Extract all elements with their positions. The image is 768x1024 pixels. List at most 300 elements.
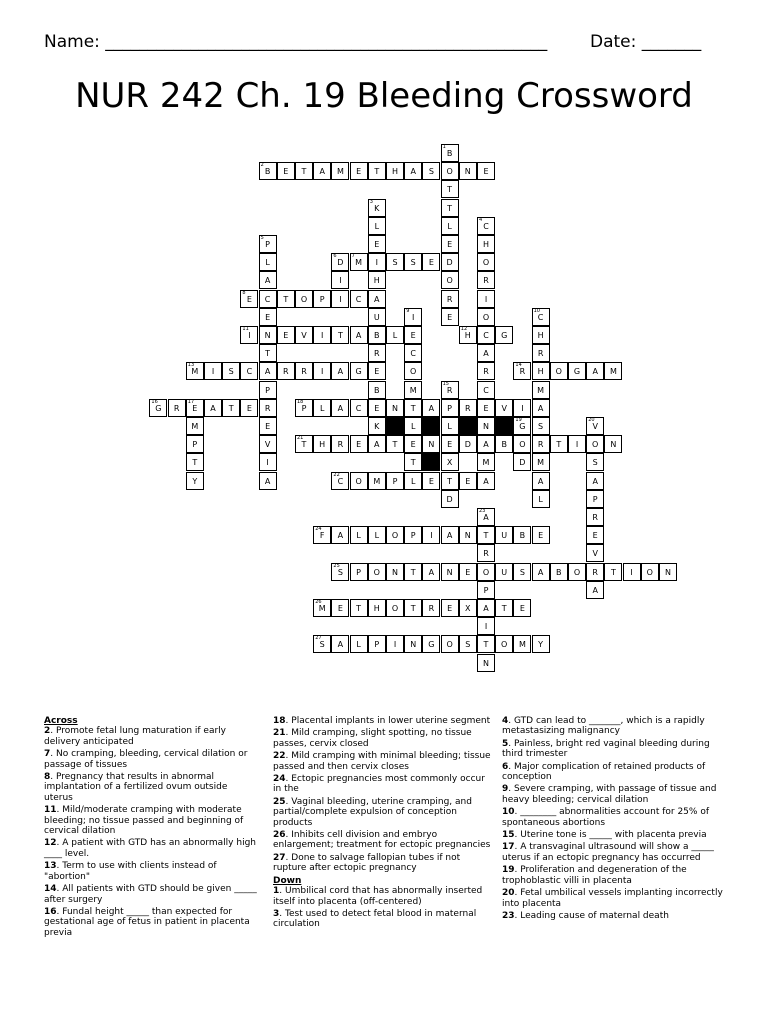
crossword-cell[interactable] [331,326,349,344]
crossword-cell[interactable] [477,508,495,526]
crossword-cell[interactable] [532,417,550,435]
crossword-cell[interactable] [422,435,440,453]
crossword-cell[interactable] [331,271,349,289]
crossword-cell[interactable] [659,563,677,581]
crossword-cell[interactable] [259,399,277,417]
cell-letter: A [319,167,325,177]
crossword-cell[interactable] [277,290,295,308]
crossword-cell[interactable] [368,253,386,271]
crossword-cell[interactable] [513,399,531,417]
crossword-cell[interactable] [404,162,422,180]
cell-letter: T [374,167,380,177]
crossword-cell[interactable] [477,526,495,544]
crossword-cell[interactable] [240,362,258,380]
cell-letter: N [483,422,489,431]
crossword-cell[interactable] [386,326,404,344]
crossword-cell[interactable] [477,326,495,344]
crossword-cell[interactable] [259,381,277,399]
crossword-cell[interactable] [459,599,477,617]
crossword-cell[interactable] [404,526,422,544]
crossword-cell[interactable] [368,599,386,617]
crossword-cell[interactable] [532,326,550,344]
crossword-cell[interactable] [386,526,404,544]
cell-letter: E [538,531,544,541]
clue-num: 18 [273,716,286,726]
clue-num: 9 [502,784,509,795]
crossword-cell[interactable] [513,526,531,544]
cell-letter: M [537,385,545,395]
cell-letter: T [192,458,198,468]
crossword-cell[interactable] [422,399,440,417]
cell-letter: P [265,240,270,249]
crossword-cell[interactable] [331,362,349,380]
crossword-cell[interactable] [404,253,422,271]
crossword-cell[interactable] [331,563,349,581]
clue-column-3 [502,716,727,923]
cell-letter: P [265,385,270,395]
crossword-cell[interactable] [350,290,368,308]
crossword-cell[interactable] [604,435,622,453]
crossword-cell[interactable] [441,308,459,326]
clue-number: 7 [351,253,355,260]
crossword-cell[interactable] [240,326,258,344]
crossword-cell[interactable] [441,162,459,180]
crossword-cell[interactable] [240,290,258,308]
crossword-cell[interactable] [586,472,604,490]
crossword-cell[interactable] [295,290,313,308]
crossword-cell[interactable] [477,217,495,235]
crossword-cell[interactable] [295,435,313,453]
crossword-cell[interactable] [422,472,440,490]
crossword-cell[interactable] [568,362,586,380]
crossword-cell[interactable] [586,417,604,435]
cell-letter: A [337,531,344,541]
clue-num: 3 [273,908,280,919]
clue-item: 23. Leading cause of maternal death [502,910,669,921]
cell-letter: L [356,640,361,650]
crossword-cell[interactable] [550,435,568,453]
crossword-cell[interactable] [459,472,477,490]
crossword-cell[interactable] [586,508,604,526]
crossword-cell[interactable] [568,563,586,581]
clue-item: 8. Pregnancy that results in abnormal implantation of a fertilized ovum outside uterus [44,772,228,803]
crossword-cell[interactable] [441,180,459,198]
crossword-cell[interactable] [513,435,531,453]
crossword-cell[interactable] [532,435,550,453]
crossword-cell[interactable] [313,435,331,453]
crossword-cell[interactable] [495,526,513,544]
crossword-cell[interactable] [459,635,477,653]
clue-num: 21 [273,728,286,739]
crossword-cell[interactable] [641,563,659,581]
cell-letter: O [391,531,399,541]
crossword-cell[interactable] [168,399,186,417]
crossword-cell[interactable] [604,362,622,380]
crossword-cell[interactable] [404,435,422,453]
crossword-cell[interactable] [404,599,422,617]
crossword-cell[interactable] [477,617,495,635]
crossword-cell[interactable] [623,563,641,581]
clue-item: 10. ________ abnormalities account for 25% of spontaneous abortions [502,807,709,828]
crossword-cell[interactable] [331,290,349,308]
crossword-cell[interactable] [350,526,368,544]
crossword-cell[interactable] [532,344,550,362]
crossword-cell[interactable] [368,235,386,253]
cell-letter: A [483,604,489,613]
crossword-cell[interactable] [441,271,459,289]
crossword-cell[interactable] [532,362,550,380]
crossword-cell[interactable] [222,362,240,380]
crossword-cell[interactable] [404,472,422,490]
crossword-cell[interactable] [477,399,495,417]
crossword-cell[interactable] [386,635,404,653]
crossword-cell[interactable] [441,290,459,308]
crossword-cell[interactable] [477,563,495,581]
crossword-cell[interactable] [532,563,550,581]
crossword-cell[interactable] [586,526,604,544]
crossword-cell[interactable] [368,271,386,289]
crossword-cell[interactable] [386,563,404,581]
crossword-cell[interactable] [477,635,495,653]
clue-number: 19 [515,417,522,423]
crossword-cell[interactable] [477,290,495,308]
crossword-cell[interactable] [477,344,495,362]
crossword-cell[interactable] [350,162,368,180]
crossword-cell[interactable] [350,472,368,490]
clue-num: 7 [44,749,51,760]
crossword-cell[interactable] [422,162,440,180]
crossword-cell[interactable] [441,526,459,544]
crossword-cell[interactable] [368,526,386,544]
crossword-cell[interactable] [368,344,386,362]
crossword-cell[interactable] [259,453,277,471]
crossword-cell[interactable] [441,235,459,253]
crossword-cell[interactable] [513,563,531,581]
cell-letter: E [374,403,380,413]
crossword-cell[interactable] [313,362,331,380]
black-square [459,417,477,435]
crossword-cell[interactable] [295,326,313,344]
crossword-cell[interactable] [441,381,459,399]
cell-letter: I [430,531,433,541]
crossword-cell[interactable] [459,563,477,581]
clue-text: Mild/moderate cramping with moderate bleeding; no tissue passed and beginning of cervical dilation [44,805,244,837]
crossword-cell[interactable] [149,399,167,417]
crossword-cell[interactable] [204,362,222,380]
crossword-cell[interactable] [368,381,386,399]
crossword-cell[interactable] [331,635,349,653]
crossword-cell[interactable] [350,599,368,617]
crossword-cell[interactable] [441,490,459,508]
crossword-cell[interactable] [532,490,550,508]
crossword-cell[interactable] [259,435,277,453]
crossword-cell[interactable] [295,162,313,180]
cell-letter: K [374,422,380,431]
crossword-cell[interactable] [532,381,550,399]
crossword-cell[interactable] [477,381,495,399]
clue-number: 13 [187,362,195,369]
crossword-cell[interactable] [186,435,204,453]
crossword-cell[interactable] [313,635,331,653]
cell-letter: I [211,367,215,377]
crossword-cell[interactable] [259,290,277,308]
crossword-cell[interactable] [477,162,495,180]
cell-letter: O [391,604,399,613]
crossword-cell[interactable] [295,399,313,417]
crossword-cell[interactable] [186,362,204,380]
crossword-cell[interactable] [477,362,495,380]
crossword-cell[interactable] [259,253,277,271]
cell-letter: N [410,640,417,650]
crossword-cell[interactable] [368,635,386,653]
crossword-cell[interactable] [331,435,349,453]
crossword-cell[interactable] [350,399,368,417]
crossword-cell[interactable] [295,362,313,380]
cell-letter: L [374,531,380,541]
crossword-cell[interactable] [441,472,459,490]
crossword-cell[interactable] [331,253,349,271]
crossword-cell[interactable] [441,635,459,653]
crossword-cell[interactable] [441,453,459,471]
crossword-cell[interactable] [277,162,295,180]
crossword-cell[interactable] [259,271,277,289]
crossword-cell[interactable] [313,162,331,180]
clue-item: 17. A transvaginal ultrasound will show a _____ uterus if an ectopic pregnancy has occurred [502,842,714,863]
crossword-cell[interactable] [477,235,495,253]
crossword-cell[interactable] [259,344,277,362]
cell-letter: H [319,440,326,450]
crossword-cell[interactable] [477,253,495,271]
crossword-cell[interactable] [441,144,459,162]
crossword-cell[interactable] [313,326,331,344]
crossword-cell[interactable] [441,199,459,217]
cell-letter: E [265,422,271,431]
crossword-cell[interactable] [586,435,604,453]
crossword-cell[interactable] [477,453,495,471]
crossword-cell[interactable] [586,453,604,471]
crossword-cell[interactable] [550,563,568,581]
crossword-cell[interactable] [513,599,531,617]
crossword-cell[interactable] [495,563,513,581]
crossword-cell[interactable] [386,399,404,417]
cell-letter: N [392,567,398,577]
crossword-cell[interactable] [331,399,349,417]
crossword-cell[interactable] [495,635,513,653]
crossword-cell[interactable] [368,326,386,344]
crossword-cell[interactable] [441,435,459,453]
crossword-cell[interactable] [586,581,604,599]
cell-letter: T [228,403,234,413]
crossword-cell[interactable] [350,326,368,344]
crossword-cell[interactable] [477,654,495,672]
crossword-cell[interactable] [441,217,459,235]
crossword-cell[interactable] [532,399,550,417]
crossword-cell[interactable] [459,162,477,180]
crossword-cell[interactable] [368,435,386,453]
crossword-cell[interactable] [331,599,349,617]
crossword-cell[interactable] [186,399,204,417]
crossword-cell[interactable] [513,362,531,380]
cell-letter: T [410,458,416,468]
crossword-cell[interactable] [586,490,604,508]
crossword-cell[interactable] [459,399,477,417]
cell-letter: M [518,640,526,650]
crossword-cell[interactable] [568,435,586,453]
crossword-cell[interactable] [186,472,204,490]
crossword-cell[interactable] [513,453,531,471]
crossword-cell[interactable] [404,326,422,344]
crossword-cell[interactable] [477,599,495,617]
crossword-cell[interactable] [259,326,277,344]
crossword-cell[interactable] [441,563,459,581]
crossword-cell[interactable] [350,253,368,271]
crossword-cell[interactable] [441,417,459,435]
crossword-cell[interactable] [586,362,604,380]
crossword-cell[interactable] [422,253,440,271]
crossword-cell[interactable] [532,472,550,490]
crossword-cell[interactable] [422,635,440,653]
crossword-cell[interactable] [204,399,222,417]
clue-text: Painless, bright red vaginal bleeding during third trimester [502,738,710,760]
cell-letter: R [592,567,598,577]
crossword-cell[interactable] [404,308,422,326]
clue-num: 13 [44,861,57,872]
crossword-cell[interactable] [404,344,422,362]
crossword-cell[interactable] [477,308,495,326]
crossword-cell[interactable] [477,417,495,435]
crossword-cell[interactable] [477,544,495,562]
crossword-cell[interactable] [350,435,368,453]
crossword-cell[interactable] [368,417,386,435]
crossword-cell[interactable] [259,472,277,490]
crossword-cell[interactable] [513,635,531,653]
crossword-cell[interactable] [422,526,440,544]
crossword-cell[interactable] [604,563,622,581]
crossword-cell[interactable] [495,435,513,453]
crossword-cell[interactable] [477,581,495,599]
clue-number: 21 [297,435,304,442]
crossword-cell[interactable] [313,399,331,417]
cell-letter: I [484,294,488,304]
crossword-cell[interactable] [368,162,386,180]
crossword-cell[interactable] [532,453,550,471]
cell-letter: D [464,440,471,450]
crossword-cell[interactable] [313,526,331,544]
cell-letter: I [266,458,269,468]
crossword-cell[interactable] [386,435,404,453]
crossword-cell[interactable] [350,362,368,380]
crossword-cell[interactable] [422,563,440,581]
crossword-cell[interactable] [532,635,550,653]
cell-letter: N [428,440,435,450]
crossword-cell[interactable] [259,235,277,253]
crossword-cell[interactable] [459,435,477,453]
crossword-cell[interactable] [368,399,386,417]
crossword-cell[interactable] [513,417,531,435]
crossword-cell[interactable] [404,381,422,399]
crossword-cell[interactable] [404,635,422,653]
crossword-cell[interactable] [368,563,386,581]
crossword-cell[interactable] [368,472,386,490]
crossword-cell[interactable] [404,362,422,380]
cell-letter: B [446,149,453,158]
crossword-cell[interactable] [477,271,495,289]
crossword-cell[interactable] [186,453,204,471]
crossword-cell[interactable] [259,417,277,435]
cell-letter: R [374,349,380,359]
crossword-cell[interactable] [331,526,349,544]
crossword-cell[interactable] [350,563,368,581]
cell-letter: U [501,567,508,577]
crossword-cell[interactable] [586,544,604,562]
crossword-cell[interactable] [459,326,477,344]
crossword-cell[interactable] [386,162,404,180]
crossword-cell[interactable] [368,199,386,217]
crossword-cell[interactable] [222,399,240,417]
cell-letter: G [155,403,162,413]
crossword-cell[interactable] [240,399,258,417]
clue-number: 12 [460,326,468,332]
crossword-cell[interactable] [259,362,277,380]
crossword-cell[interactable] [404,453,422,471]
crossword-cell[interactable] [441,253,459,271]
crossword-cell[interactable] [368,308,386,326]
crossword-cell[interactable] [495,399,513,417]
cell-letter: T [356,604,362,613]
crossword-cell[interactable] [495,326,513,344]
cell-letter: E [410,440,416,450]
crossword-cell[interactable] [404,399,422,417]
crossword-cell[interactable] [331,472,349,490]
crossword-cell[interactable] [386,472,404,490]
crossword-cell[interactable] [386,253,404,271]
crossword-cell[interactable] [404,417,422,435]
cell-letter: E [465,567,471,577]
crossword-cell[interactable] [441,599,459,617]
crossword-cell[interactable] [532,526,550,544]
crossword-cell[interactable] [368,362,386,380]
crossword-cell[interactable] [586,563,604,581]
crossword-cell[interactable] [441,399,459,417]
crossword-cell[interactable] [331,162,349,180]
clue-num: 27 [273,852,286,863]
crossword-cell[interactable] [459,526,477,544]
crossword-cell[interactable] [277,326,295,344]
crossword-cell[interactable] [259,162,277,180]
crossword-cell[interactable] [422,599,440,617]
crossword-cell[interactable] [477,472,495,490]
crossword-cell[interactable] [532,308,550,326]
crossword-cell[interactable] [368,217,386,235]
crossword-cell[interactable] [495,599,513,617]
crossword-cell[interactable] [277,362,295,380]
crossword-cell[interactable] [550,362,568,380]
clue-item: 26. Inhibits cell division and embryo enlargement; treatment for ectopic pregnancies [273,830,491,851]
cell-letter: A [483,513,489,522]
crossword-cell[interactable] [350,635,368,653]
cell-letter: A [446,531,453,541]
crossword-cell[interactable] [313,290,331,308]
crossword-cell[interactable] [404,563,422,581]
crossword-cell[interactable] [368,290,386,308]
crossword-cell[interactable] [259,308,277,326]
crossword-cell[interactable] [386,599,404,617]
cell-letter: N [610,440,617,450]
crossword-cell[interactable] [477,435,495,453]
crossword-cell[interactable] [186,417,204,435]
crossword-cell[interactable] [313,599,331,617]
clue-num: 24 [273,774,286,785]
